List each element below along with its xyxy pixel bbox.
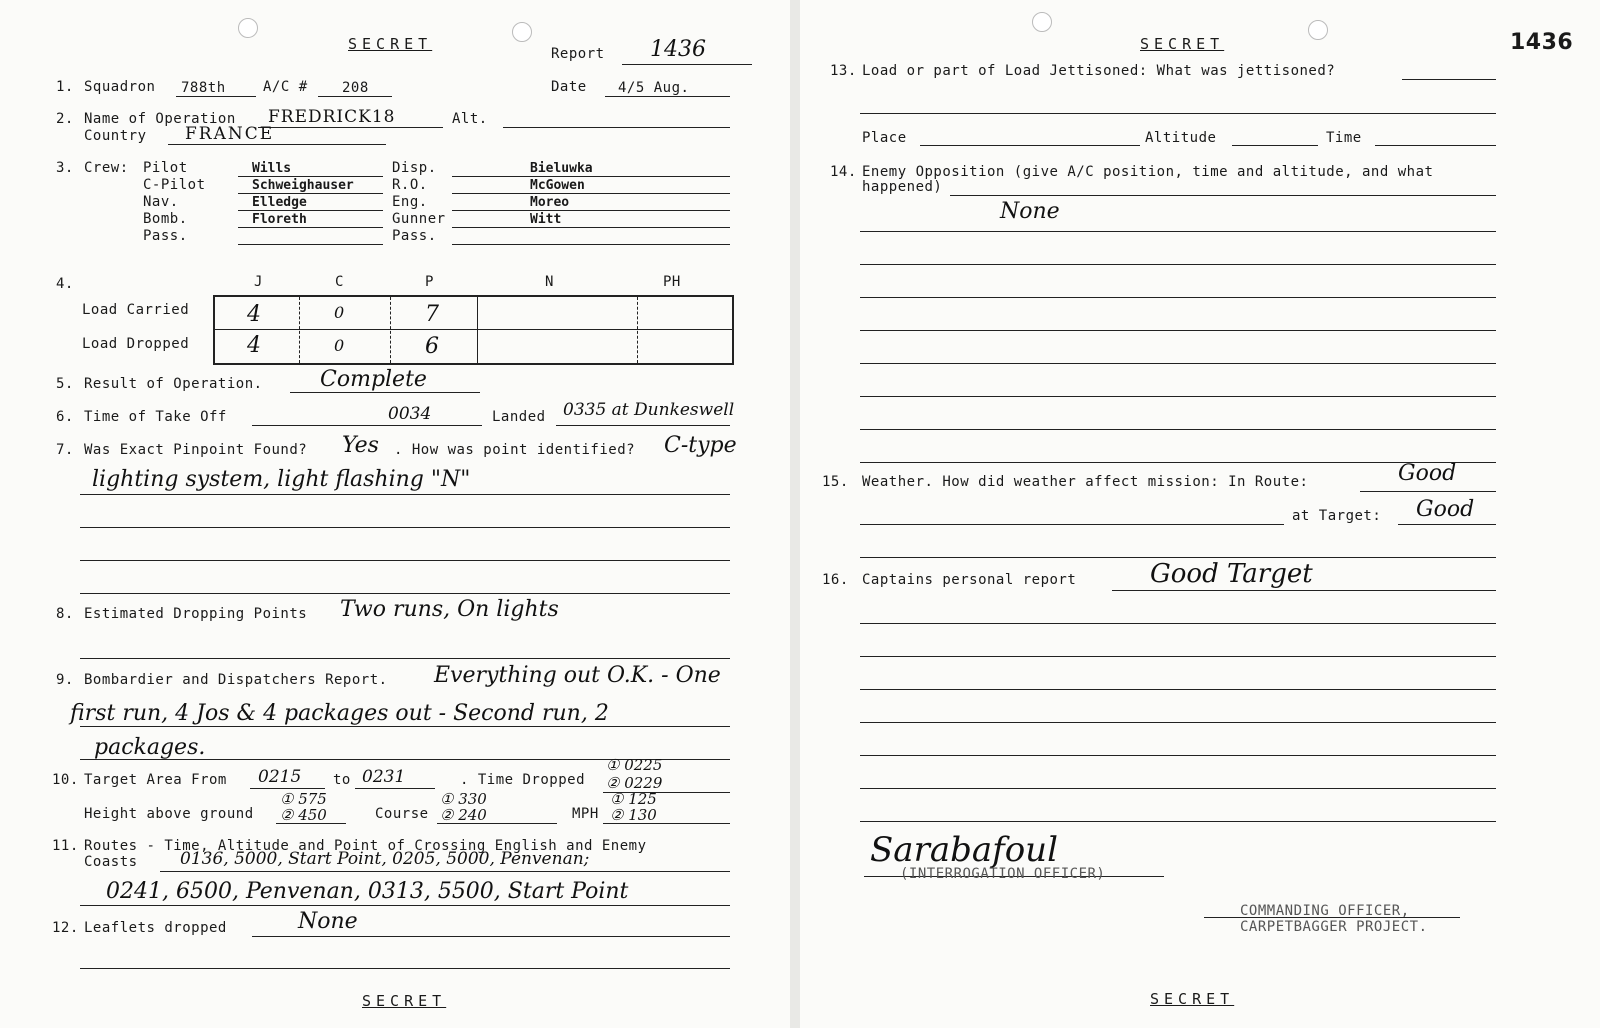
result-value: Complete	[320, 367, 427, 392]
crew-role: Disp.	[392, 160, 437, 176]
crew-name: Moreo	[530, 195, 570, 210]
report-label: Report	[551, 46, 605, 62]
takeoff-label: Time of Take Off	[84, 409, 227, 425]
crew-name: Floreth	[252, 212, 307, 227]
field-8-number: 8.	[56, 606, 74, 622]
aircraft-value: 208	[342, 80, 369, 96]
crew-role: Pass.	[392, 228, 437, 244]
crew-role: Bomb.	[143, 211, 188, 227]
page-gutter	[790, 0, 800, 1028]
load-cell: 4	[247, 302, 261, 327]
leaflets-value: None	[298, 909, 358, 934]
dropping-points-label: Estimated Dropping Points	[84, 606, 308, 622]
coasts-label: Coasts	[84, 854, 138, 870]
secret-top-label: SECRET	[1140, 35, 1225, 53]
mph-label: MPH	[572, 806, 599, 822]
load-cell: 0	[334, 303, 345, 322]
field-5-number: 5.	[56, 376, 74, 392]
bombardier-report-label: Bombardier and Dispatchers Report.	[84, 672, 388, 688]
commanding-officer-line1: COMMANDING OFFICER,	[1240, 903, 1410, 919]
field-12-number: 12.	[52, 920, 79, 936]
field-16-number: 16.	[822, 572, 849, 588]
weather-label: Weather. How did weather affect mission: In Route:	[862, 474, 1309, 490]
left-report-page	[0, 0, 790, 1028]
load-col-header: N	[545, 274, 554, 290]
course-value: ② 240	[440, 806, 487, 824]
aircraft-label: A/C #	[263, 79, 308, 95]
enemy-opposition-label: Enemy Opposition (give A/C position, time and altitude, and what	[862, 164, 1434, 180]
field-10-number: 10.	[52, 772, 79, 788]
load-row-label: Load Carried	[82, 302, 190, 318]
routes-line2: 0241, 6500, Penvenan, 0313, 5500, Start Point	[106, 879, 629, 904]
field-11-number: 11.	[52, 838, 79, 854]
altitude-label: Altitude	[1145, 130, 1217, 146]
captain-report-label: Captains personal report	[862, 572, 1077, 588]
load-row-label: Load Dropped	[82, 336, 190, 352]
load-cell: 4	[247, 333, 261, 358]
field-2-number: 2.	[56, 111, 74, 127]
jettisoned-label: Load or part of Load Jettisoned: What was jettisoned?	[862, 63, 1336, 79]
country-value: FRANCE	[185, 124, 275, 144]
crew-label: Crew:	[84, 160, 129, 176]
load-col-header: C	[335, 274, 344, 290]
crew-role: Nav.	[143, 194, 179, 210]
field-14-number: 14.	[830, 164, 857, 180]
crew-name: McGowen	[530, 178, 585, 193]
crew-name: Elledge	[252, 195, 307, 210]
weather-target-value: Good	[1416, 497, 1475, 522]
time-dropped-label: . Time Dropped	[460, 772, 586, 788]
country-label: Country	[84, 128, 147, 144]
time-dropped-value: ① 0225	[606, 756, 663, 774]
crew-role: C-Pilot	[143, 177, 206, 193]
field-9-number: 9.	[56, 672, 74, 688]
crew-name: Schweighauser	[252, 178, 354, 193]
load-col-header: J	[254, 274, 263, 290]
takeoff-value: 0034	[388, 404, 432, 424]
result-label: Result of Operation.	[84, 376, 263, 392]
report-number: 1436	[650, 37, 706, 62]
field-13-number: 13.	[830, 63, 857, 79]
height-value: ② 450	[280, 806, 327, 824]
crew-name: Bieluwka	[530, 161, 593, 176]
weather-in-route-value: Good	[1398, 461, 1457, 486]
page-number: 1436	[1510, 30, 1574, 55]
height-label: Height above ground	[84, 806, 254, 822]
pinpoint-label: Was Exact Pinpoint Found?	[84, 442, 308, 458]
pinpoint-how-value: C-type	[664, 433, 737, 458]
load-table	[213, 295, 734, 365]
field-4-number: 4.	[56, 276, 74, 292]
punch-hole	[1308, 20, 1328, 40]
crew-name: Wills	[252, 161, 292, 176]
mph-value: ② 130	[610, 806, 657, 824]
target-to-value: 0231	[362, 767, 406, 787]
date-value: 4/5 Aug.	[618, 80, 690, 96]
crew-role: Pilot	[143, 160, 188, 176]
operation-value: FREDRICK18	[268, 107, 396, 127]
field-1-number: 1.	[56, 79, 74, 95]
squadron-label: Squadron	[84, 79, 156, 95]
mph-value: ① 125	[610, 790, 657, 808]
field-15-number: 15.	[822, 474, 849, 490]
target-from-value: 0215	[258, 767, 302, 787]
load-cell: 0	[334, 336, 345, 355]
target-area-label: Target Area From	[84, 772, 227, 788]
punch-hole	[1032, 12, 1052, 32]
operation-label: Name of Operation	[84, 111, 236, 127]
time-dropped-value: ② 0229	[606, 774, 663, 792]
course-value: ① 330	[440, 790, 487, 808]
bombardier-report-line2: first run, 4 Jos & 4 packages out - Second run, 2	[70, 701, 609, 726]
landed-value: 0335 at Dunkeswell	[563, 400, 735, 420]
pinpoint-found-value: Yes	[342, 433, 379, 458]
secret-bottom-label: SECRET	[1150, 990, 1235, 1008]
field-6-number: 6.	[56, 409, 74, 425]
squadron-value: 788th	[181, 80, 226, 96]
load-cell: 7	[425, 302, 439, 327]
bombardier-report-line3: packages.	[94, 735, 206, 760]
dropping-points-value: Two runs, On lights	[340, 597, 559, 622]
field-3-number: 3.	[56, 160, 74, 176]
leaflets-label: Leaflets dropped	[84, 920, 227, 936]
load-col-header: P	[425, 274, 434, 290]
field-7-number: 7.	[56, 442, 74, 458]
crew-role: Pass.	[143, 228, 188, 244]
load-cell: 6	[425, 334, 439, 359]
height-value: ① 575	[280, 790, 327, 808]
secret-bottom-label: SECRET	[362, 992, 447, 1010]
date-label: Date	[551, 79, 587, 95]
target-to-label: to	[333, 772, 351, 788]
time-label: Time	[1326, 130, 1362, 146]
routes-label: Routes - Time, Altitude and Point of Crossing English and Enemy	[84, 838, 647, 854]
crew-name: Witt	[530, 212, 562, 227]
pinpoint-how-line2: lighting system, light flashing "N"	[92, 467, 471, 492]
course-label: Course	[375, 806, 429, 822]
routes-line1: 0136, 5000, Start Point, 0205, 5000, Penvenan;	[180, 849, 590, 869]
interrogation-officer-signature: Sarabafoul	[870, 830, 1058, 870]
bombardier-report-line1: Everything out O.K. - One	[434, 663, 721, 688]
landed-label: Landed	[492, 409, 546, 425]
captain-report-value: Good Target	[1150, 559, 1313, 589]
crew-role: R.O.	[392, 177, 428, 193]
crew-role: Gunner	[392, 211, 446, 227]
pinpoint-how-label: . How was point identified?	[394, 442, 636, 458]
enemy-opposition-value: None	[1000, 199, 1060, 224]
crew-role: Eng.	[392, 194, 428, 210]
interrogation-officer-caption: (INTERROGATION OFFICER)	[900, 866, 1106, 882]
alt-label: Alt.	[452, 111, 488, 127]
enemy-opposition-label-2: happened)	[862, 179, 943, 195]
punch-hole	[238, 18, 258, 38]
right-report-page	[800, 0, 1600, 1028]
place-label: Place	[862, 130, 907, 146]
load-col-header: PH	[663, 274, 681, 290]
punch-hole	[512, 22, 532, 42]
weather-target-label: at Target:	[1292, 508, 1382, 524]
commanding-officer-line2: CARPETBAGGER PROJECT.	[1240, 919, 1428, 935]
secret-top-label: SECRET	[348, 35, 433, 53]
